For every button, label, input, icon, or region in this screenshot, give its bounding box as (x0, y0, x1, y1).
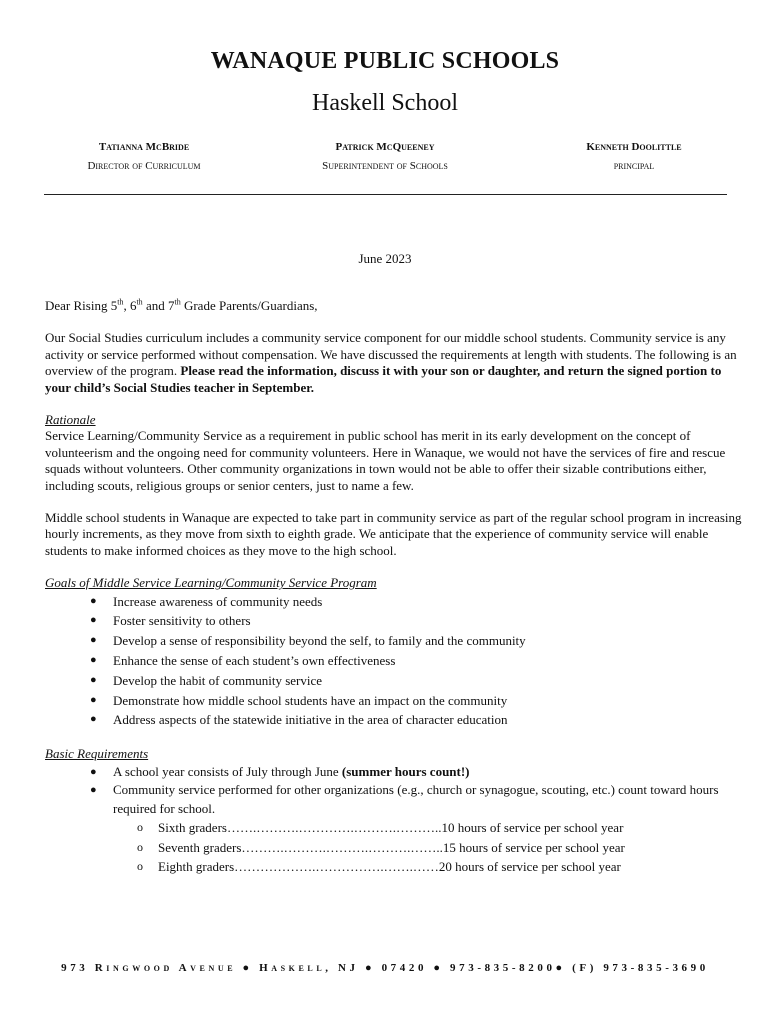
letter-date: June 2023 (358, 251, 412, 266)
requirements-list (45, 763, 745, 819)
requirements-heading: Basic Requirements (45, 746, 149, 762)
list-item: ● Enhance the sense of each student’s own effectiveness (45, 651, 745, 671)
list-item: ● Increase awareness of community needs (45, 592, 745, 612)
rationale-heading: Rationale (45, 412, 96, 428)
staff-principal (534, 140, 734, 173)
list-item: ● Address aspects of the statewide initiative in the area of character education (45, 710, 745, 730)
hours-item-sixth: o Sixth graders…….……….………….……….………..10 hours of service per school year (45, 818, 745, 837)
bullet-icon: ● (90, 673, 97, 686)
bullet-icon: ● (90, 765, 97, 778)
circle-bullet-icon: o (137, 858, 143, 873)
letter-body (45, 298, 745, 876)
staff-name: Patrick McQueeney (335, 141, 435, 153)
goals-heading: Goals of Middle Service Learning/Community Service Program (45, 575, 377, 591)
bullet-icon: ● (90, 594, 97, 607)
list-item: ● Develop a sense of responsibility beyond the self, to family and the community (45, 631, 745, 651)
list-item: ● Demonstrate how middle school students have an impact on the community (45, 691, 745, 711)
staff-role: principal (613, 160, 655, 172)
staff-name: Kenneth Doolittle (586, 141, 682, 153)
intro-paragraph: Our Social Studies curriculum includes a community service component for our middle school students. Community service is any activity or service performed without compensation. We have discussed the requirements at length with students. The following is an overview of the program. Please read the information, discuss it with your son or daughter, and return the signed portion to your child’s Social Studies teacher in September. (45, 330, 737, 395)
staff-role: Director of Curriculum (87, 160, 201, 172)
school-district-title: WANAQUE PUBLIC SCHOOLS (210, 48, 560, 74)
footer-address: 973 Ringwood Avenue ● Haskell, NJ ● 07420 ● 973-835-8200● (F) 973-835-3690 (61, 962, 709, 974)
list-item: ● Foster sensitivity to others (45, 611, 745, 631)
hours-item-eighth: o Eighth graders……………….…………….…….……20 hours of service per school year (45, 857, 745, 876)
rationale-paragraph: Middle school students in Wanaque are expected to take part in community service as part of the regular school program in increasing hourly increments, as they move from sixth to eighth grade. We anticipate that the experience of community service will enable students to make informed choices as they move to the high school. (45, 510, 742, 558)
list-item: ● Develop the habit of community service (45, 671, 745, 691)
staff-role: Superintendent of Schools (322, 160, 448, 172)
hours-list (45, 818, 745, 876)
goals-list (45, 592, 745, 731)
staff-superintendent (280, 140, 490, 173)
bullet-icon: ● (90, 614, 97, 627)
rationale-paragraph: Service Learning/Community Service as a requirement in public school has merit in its early development on the concept of volunteerism and the ongoing need for community volunteers. Here in Wanaque, we would not have the services of fire and rescue squads without volunteers. Other community organizations in town would not be able to offer their sizable contributions either, including scouts, religious groups or senior centers, just to name a few. (45, 428, 726, 493)
list-item: ● Community service performed for other organizations (e.g., church or synagogue, scouting, etc.) count toward hours required for school. (90, 782, 719, 816)
list-item: ● A school year consists of July through June (summer hours count!) (45, 763, 745, 782)
bullet-icon: ● (90, 713, 97, 726)
staff-name: Tatianna McBride (98, 141, 190, 153)
hours-item-seventh: o Seventh graders……….……….……….……….……..15 hours of service per school year (45, 838, 745, 857)
intro-instruction: Please read the information, discuss it with your son or daughter, and return the signed portion to your child’s Social Studies teacher in September. (45, 363, 722, 395)
school-name: Haskell School (312, 90, 458, 116)
bullet-icon: ● (90, 693, 97, 706)
bullet-icon: ● (90, 634, 97, 647)
staff-curriculum-director (44, 140, 244, 173)
bullet-icon: ● (90, 654, 97, 667)
circle-bullet-icon: o (137, 820, 143, 835)
bullet-icon: ● (90, 784, 97, 797)
circle-bullet-icon: o (137, 839, 143, 854)
salutation: Dear Rising 5th, 6th and 7th Grade Parents/Guardians, (45, 297, 318, 313)
letterhead-divider (44, 194, 727, 195)
